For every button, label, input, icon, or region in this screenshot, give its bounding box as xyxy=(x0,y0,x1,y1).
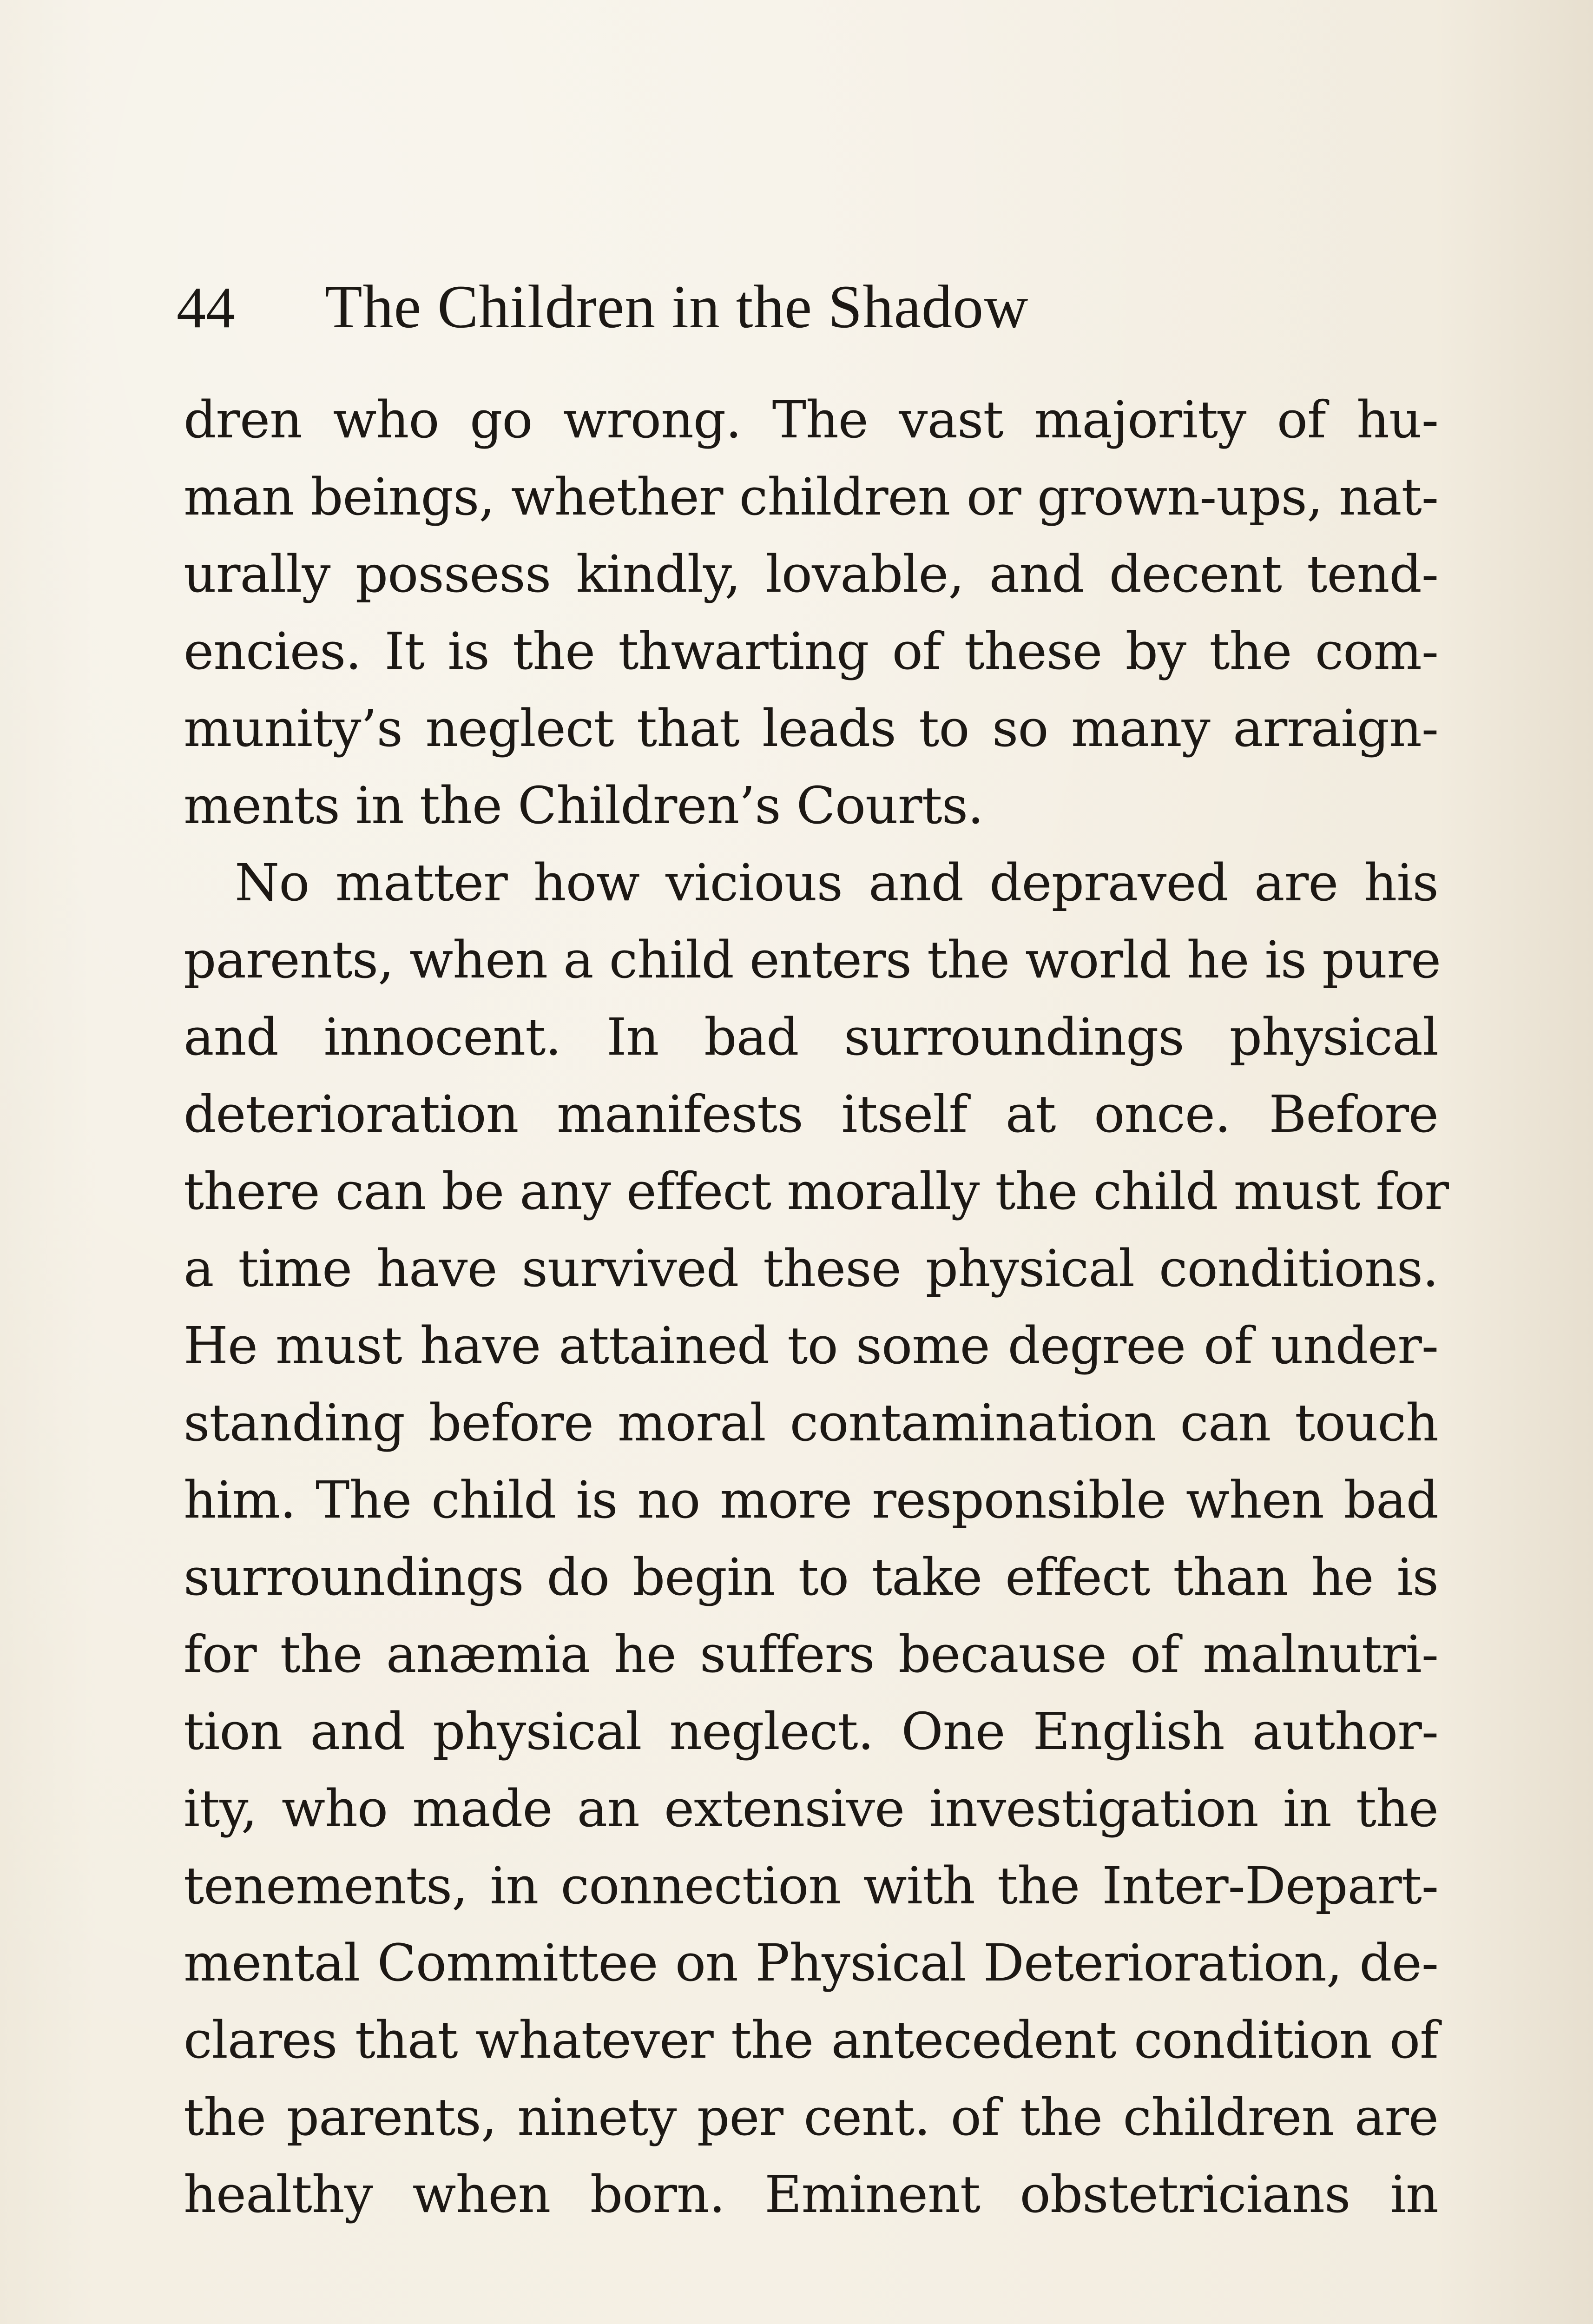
text-line: munity’s neglect that leads to so many arraign- xyxy=(184,699,1438,758)
text-line: standing before moral contamination can touch xyxy=(184,1393,1438,1452)
text-line: a time have survived these physical conditions. xyxy=(184,1239,1438,1298)
text-line: deterioration manifests itself at once. Before xyxy=(184,1084,1438,1144)
text-line: encies. It is the thwarting of these by the com- xyxy=(184,621,1438,681)
body-text xyxy=(184,381,1448,2233)
text-line: He must have attained to some degree of under- xyxy=(184,1316,1438,1375)
text-line: him. The child is no more responsible when bad xyxy=(184,1470,1438,1530)
text-line: and innocent. In bad surroundings physical xyxy=(184,1007,1438,1067)
page-number: 44 xyxy=(177,276,235,340)
text-line: man beings, whether children or grown-ups, nat- xyxy=(184,467,1438,527)
text-line: ments in the Children’s Courts. xyxy=(184,776,984,835)
running-title: The Children in the Shadow xyxy=(325,272,1029,341)
text-line: mental Committee on Physical Deterioration, de- xyxy=(184,1933,1438,1993)
paragraph-1 xyxy=(184,381,1438,844)
text-line: dren who go wrong. The vast majority of hu- xyxy=(184,390,1438,449)
text-line: ity, who made an extensive investigation in the xyxy=(184,1779,1438,1838)
text-line: tenements, in connection with the Inter-Depart- xyxy=(184,1856,1438,1915)
text-line: parents, when a child enters the world he is pure xyxy=(184,930,1441,990)
text-line: tion and physical neglect. One English author- xyxy=(184,1702,1438,1761)
text-line: urally possess kindly, lovable, and decent tend- xyxy=(184,544,1438,604)
text-line: No matter how vicious and depraved are his xyxy=(235,853,1438,912)
text-line: there can be any effect morally the child must for xyxy=(184,1162,1448,1221)
text-line: for the anæmia he suffers because of malnutri- xyxy=(184,1624,1438,1684)
text-line: surroundings do begin to take effect than he is xyxy=(184,1547,1438,1607)
text-line: clares that whatever the antecedent condition of xyxy=(184,2010,1438,2070)
text-line: the parents, ninety per cent. of the children are xyxy=(184,2087,1438,2147)
text-line: healthy when born. Eminent obstetricians in xyxy=(184,2165,1438,2224)
page-header xyxy=(177,260,1441,353)
paragraph-2 xyxy=(184,844,1448,2233)
